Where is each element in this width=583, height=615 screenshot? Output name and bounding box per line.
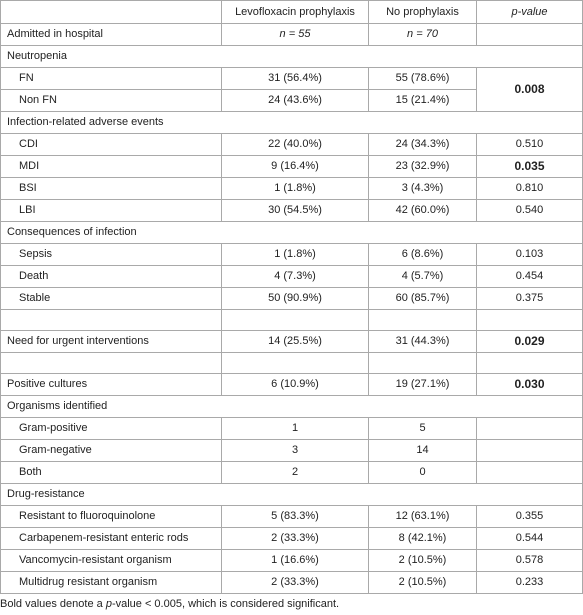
table-row: [1, 572, 583, 594]
cell-p: 0.029: [477, 331, 583, 353]
cell-p: 0.103: [477, 244, 583, 266]
cell-p: 0.233: [477, 572, 583, 594]
cell-levo: 2: [222, 462, 369, 484]
spacer-cell: [477, 353, 583, 374]
cell-none: 5: [369, 418, 477, 440]
cell-levo: 2 (33.3%): [222, 572, 369, 594]
header-p-value: p-value: [477, 1, 583, 24]
table-row-admitted: [1, 24, 583, 46]
section-title: Infection-related adverse events: [1, 112, 583, 134]
header-row: [1, 1, 583, 24]
table-footnote: [0, 598, 339, 610]
cell-levo: 5 (83.3%): [222, 506, 369, 528]
cell-p: 0.578: [477, 550, 583, 572]
cell-levo: 1 (16.6%): [222, 550, 369, 572]
cell-none: 3 (4.3%): [369, 178, 477, 200]
table-row: [1, 528, 583, 550]
cell-levo: 14 (25.5%): [222, 331, 369, 353]
header-levofloxacin: Levofloxacin prophylaxis: [222, 1, 369, 24]
section-title: Consequences of infection: [1, 222, 583, 244]
cell-p: 0.355: [477, 506, 583, 528]
row-label: Vancomycin-resistant organism: [1, 550, 222, 572]
row-label: BSI: [1, 178, 222, 200]
section-title: Organisms identified: [1, 396, 583, 418]
section-title: Neutropenia: [1, 46, 583, 68]
row-label: Gram-positive: [1, 418, 222, 440]
table-row: [1, 440, 583, 462]
cell-levo: 22 (40.0%): [222, 134, 369, 156]
cell-levo: 3: [222, 440, 369, 462]
spacer-cell: [369, 353, 477, 374]
footnote-pre: Bold values denote a: [0, 598, 106, 610]
cell-none: n = 70: [369, 24, 477, 46]
table-row: [1, 244, 583, 266]
spacer-cell: [222, 353, 369, 374]
table-row-cultures: [1, 374, 583, 396]
cell-none: 19 (27.1%): [369, 374, 477, 396]
row-label: Need for urgent interventions: [1, 331, 222, 353]
cell-none: 8 (42.1%): [369, 528, 477, 550]
row-label: Stable: [1, 288, 222, 310]
cell-levo: n = 55: [222, 24, 369, 46]
table-row: [1, 288, 583, 310]
cell-none: 12 (63.1%): [369, 506, 477, 528]
cell-none: 2 (10.5%): [369, 550, 477, 572]
cell-none: 31 (44.3%): [369, 331, 477, 353]
section-row-neutropenia: [1, 46, 583, 68]
row-label: Gram-negative: [1, 440, 222, 462]
table-row: [1, 506, 583, 528]
cell-none: 14: [369, 440, 477, 462]
cell-p: 0.810: [477, 178, 583, 200]
row-label: Death: [1, 266, 222, 288]
cell-none: 6 (8.6%): [369, 244, 477, 266]
footnote-p: p: [105, 598, 112, 610]
header-no-prophylaxis: No prophylaxis: [369, 1, 477, 24]
row-label: Resistant to fluoroquinolone: [1, 506, 222, 528]
table-row: [1, 134, 583, 156]
table-row-urgent: [1, 331, 583, 353]
section-row-organisms: [1, 396, 583, 418]
spacer-cell: [222, 310, 369, 331]
section-row-resistance: [1, 484, 583, 506]
cell-none: 60 (85.7%): [369, 288, 477, 310]
cell-levo: 24 (43.6%): [222, 90, 369, 112]
cell-p: 0.035: [477, 156, 583, 178]
cell-levo: 31 (56.4%): [222, 68, 369, 90]
cell-none: 2 (10.5%): [369, 572, 477, 594]
table-row: [1, 266, 583, 288]
cell-none: 42 (60.0%): [369, 200, 477, 222]
cell-levo: 6 (10.9%): [222, 374, 369, 396]
spacer-cell: [477, 310, 583, 331]
header-label: [1, 1, 222, 24]
row-label: Non FN: [1, 90, 222, 112]
cell-none: 15 (21.4%): [369, 90, 477, 112]
row-label: FN: [1, 68, 222, 90]
row-label: CDI: [1, 134, 222, 156]
row-label: MDI: [1, 156, 222, 178]
cell-levo: 1 (1.8%): [222, 244, 369, 266]
table-row: [1, 156, 583, 178]
row-label: Carbapenem-resistant enteric rods: [1, 528, 222, 550]
cell-p: 0.375: [477, 288, 583, 310]
row-label: Sepsis: [1, 244, 222, 266]
table-row: [1, 200, 583, 222]
row-label: LBI: [1, 200, 222, 222]
cell-levo: 2 (33.3%): [222, 528, 369, 550]
cell-levo: 4 (7.3%): [222, 266, 369, 288]
cell-none: 23 (32.9%): [369, 156, 477, 178]
cell-levo: 50 (90.9%): [222, 288, 369, 310]
spacer-cell: [1, 310, 222, 331]
cell-none: 0: [369, 462, 477, 484]
table-row: [1, 550, 583, 572]
section-title: Drug-resistance: [1, 484, 583, 506]
cell-p: [477, 24, 583, 46]
cell-none: 24 (34.3%): [369, 134, 477, 156]
cell-p: [477, 440, 583, 462]
spacer-row: [1, 310, 583, 331]
cell-p: 0.030: [477, 374, 583, 396]
row-label: Admitted in hospital: [1, 24, 222, 46]
section-row-consequences: [1, 222, 583, 244]
cell-levo: 30 (54.5%): [222, 200, 369, 222]
cell-levo: 9 (16.4%): [222, 156, 369, 178]
table-row: [1, 178, 583, 200]
row-label: Multidrug resistant organism: [1, 572, 222, 594]
spacer-cell: [369, 310, 477, 331]
cell-p: [477, 462, 583, 484]
table-row: [1, 418, 583, 440]
row-label: Positive cultures: [1, 374, 222, 396]
cell-p: [477, 418, 583, 440]
cell-none: 4 (5.7%): [369, 266, 477, 288]
spacer-row: [1, 353, 583, 374]
cell-levo: 1: [222, 418, 369, 440]
table-row: [1, 462, 583, 484]
cell-p: 0.544: [477, 528, 583, 550]
table-row: [1, 68, 583, 90]
cell-p: 0.540: [477, 200, 583, 222]
cell-none: 55 (78.6%): [369, 68, 477, 90]
cell-p: 0.008: [477, 68, 583, 112]
cell-p: 0.510: [477, 134, 583, 156]
footnote-post: -value < 0.005, which is considered significant.: [111, 598, 340, 610]
section-row-infection: [1, 112, 583, 134]
row-label: Both: [1, 462, 222, 484]
cell-p: 0.454: [477, 266, 583, 288]
spacer-cell: [1, 353, 222, 374]
cell-levo: 1 (1.8%): [222, 178, 369, 200]
